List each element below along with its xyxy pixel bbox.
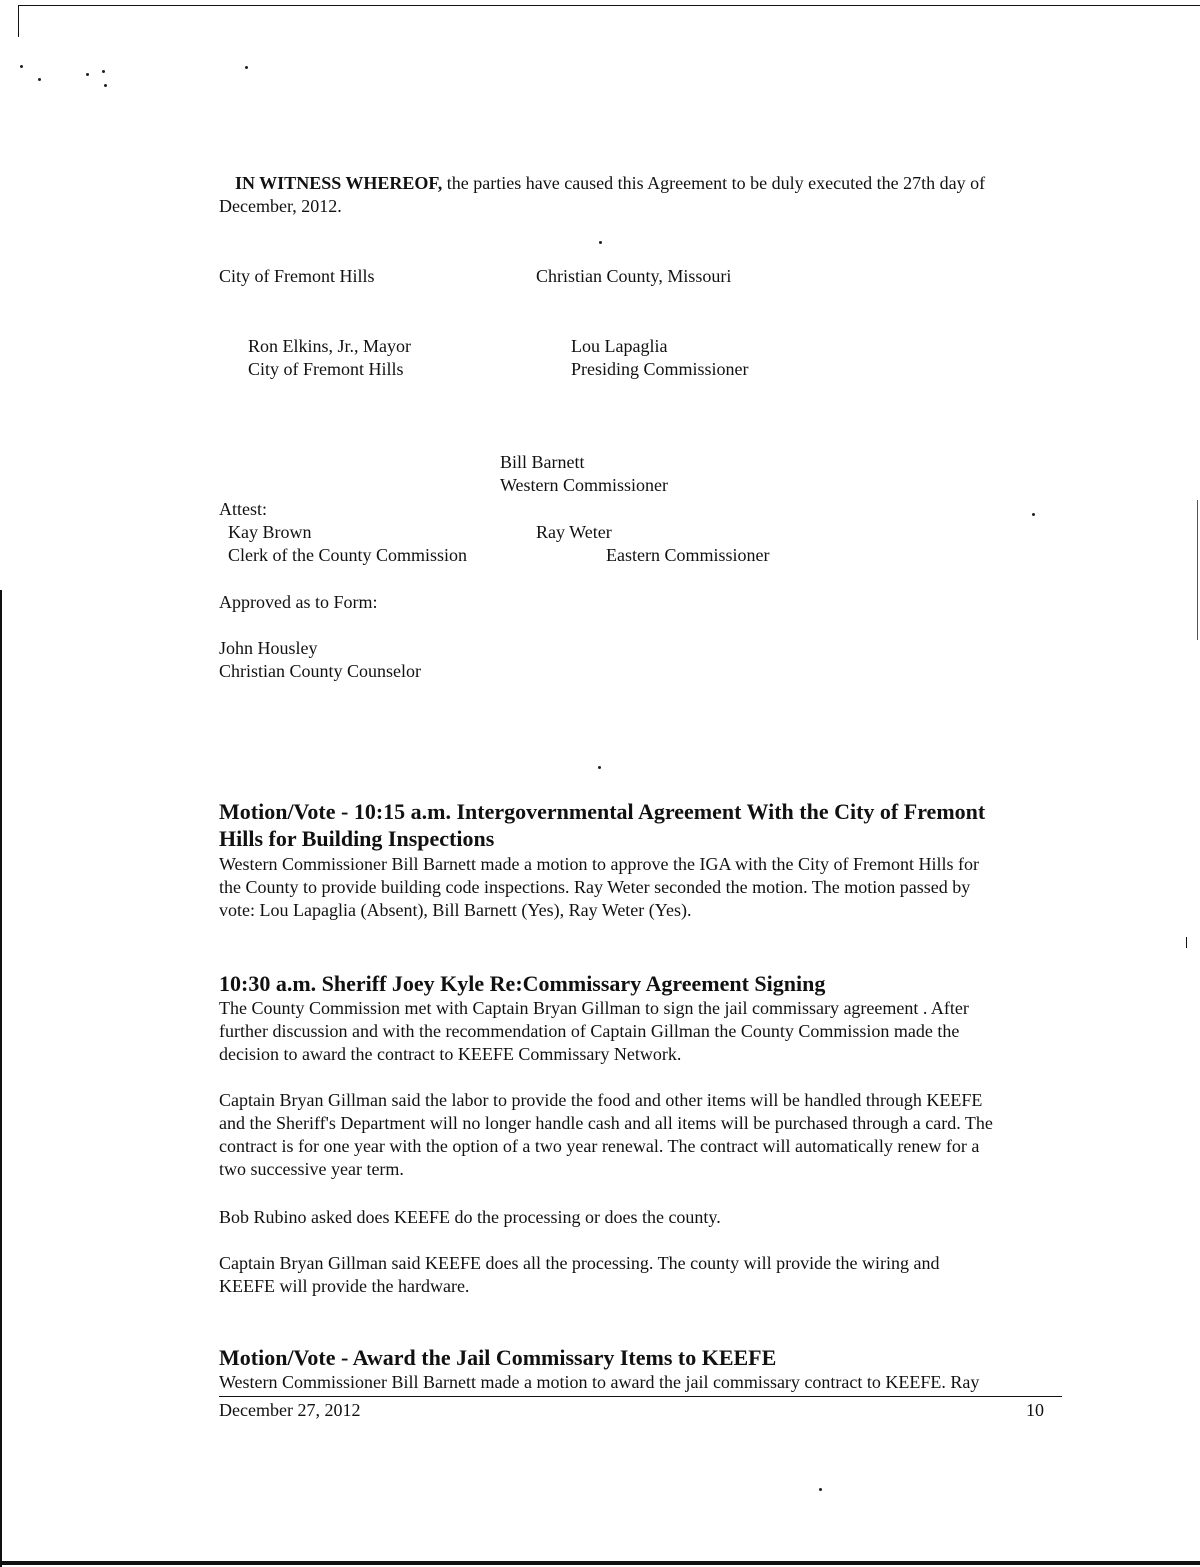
attest-name: Kay Brown	[228, 522, 312, 542]
scan-mark	[1186, 937, 1187, 948]
body-line: Captain Bryan Gillman said the labor to provide the food and other items will be handled through KEEFE	[219, 1090, 983, 1110]
section-heading: Hills for Building Inspections	[219, 826, 495, 851]
attest-label: Attest:	[219, 499, 267, 519]
signatory-name: Ray Weter	[536, 522, 612, 542]
scan-border-top	[18, 5, 1200, 6]
attest-title: Clerk of the County Commission	[228, 545, 468, 565]
scan-speck	[20, 65, 23, 68]
scan-speck	[598, 766, 601, 769]
signatory-title: Eastern Commissioner	[606, 545, 770, 565]
witness-clause	[235, 172, 985, 195]
signatory-title: Western Commissioner	[500, 475, 669, 495]
section-heading: Motion/Vote - Award the Jail Commissary Items to KEEFE	[219, 1345, 777, 1370]
witness-clause-line2: December, 2012.	[219, 196, 342, 216]
body-line: vote: Lou Lapaglia (Absent), Bill Barnett (Yes), Ray Weter (Yes).	[219, 900, 692, 920]
scan-speck	[102, 70, 105, 73]
body-line: KEEFE will provide the hardware.	[219, 1276, 470, 1296]
approved-title: Christian County Counselor	[219, 661, 421, 681]
section-heading: 10:30 a.m. Sheriff Joey Kyle Re:Commissary Agreement Signing	[219, 971, 826, 996]
body-line: the County to provide building code inspections. Ray Weter seconded the motion. The motion passed by	[219, 877, 971, 897]
approved-name: John Housley	[219, 638, 318, 658]
body-line: Western Commissioner Bill Barnett made a motion to approve the IGA with the City of Fremont Hills for	[219, 854, 979, 874]
party-right: Christian County, Missouri	[536, 266, 732, 286]
signatory-name: Ron Elkins, Jr., Mayor	[248, 336, 412, 356]
approved-label: Approved as to Form:	[219, 592, 378, 612]
scan-speck	[104, 84, 107, 87]
body-line: and the Sheriff's Department will no longer handle cash and all items will be purchased through a card. The	[219, 1113, 993, 1133]
body-line: decision to award the contract to KEEFE Commissary Network.	[219, 1044, 682, 1064]
signatory-title: Presiding Commissioner	[571, 359, 749, 379]
section-heading: Motion/Vote - 10:15 a.m. Intergovernmental Agreement With the City of Fremont	[219, 799, 986, 824]
signatory-name: Lou Lapaglia	[571, 336, 668, 356]
scan-speck	[1032, 513, 1035, 516]
signatory-name: Bill Barnett	[500, 452, 585, 472]
footer-date: December 27, 2012	[219, 1400, 361, 1420]
body-line: Western Commissioner Bill Barnett made a motion to award the jail commissary contract to KEEFE. Ray	[219, 1372, 980, 1392]
witness-text: the parties have caused this Agreement to be duly executed the 27th day of	[442, 173, 986, 193]
body-line: Captain Bryan Gillman said KEEFE does all the processing. The county will provide the wiring and	[219, 1253, 940, 1273]
body-line: The County Commission met with Captain Bryan Gillman to sign the jail commissary agreement . After	[219, 998, 969, 1018]
party-left: City of Fremont Hills	[219, 266, 375, 286]
scan-speck	[245, 66, 248, 69]
body-line: contract is for one year with the option of a two year renewal. The contract will automatically renew for a	[219, 1136, 980, 1156]
scan-speck	[38, 78, 41, 81]
body-line: further discussion and with the recommendation of Captain Gillman the County Commission made the	[219, 1021, 960, 1041]
body-line: two successive year term.	[219, 1159, 404, 1179]
scan-speck	[86, 73, 89, 76]
signatory-title: City of Fremont Hills	[248, 359, 404, 379]
footer-rule	[219, 1396, 1062, 1397]
scan-border-left-lower	[0, 590, 2, 1567]
footer-page-number: 10	[1026, 1400, 1044, 1420]
scan-speck	[819, 1488, 822, 1491]
body-line: Bob Rubino asked does KEEFE do the processing or does the county.	[219, 1207, 721, 1227]
scan-border-left	[18, 5, 19, 37]
scan-border-right	[1197, 500, 1198, 640]
scan-border-bottom	[0, 1561, 1200, 1565]
witness-lead: IN WITNESS WHEREOF,	[235, 173, 443, 193]
scan-speck	[599, 241, 602, 244]
